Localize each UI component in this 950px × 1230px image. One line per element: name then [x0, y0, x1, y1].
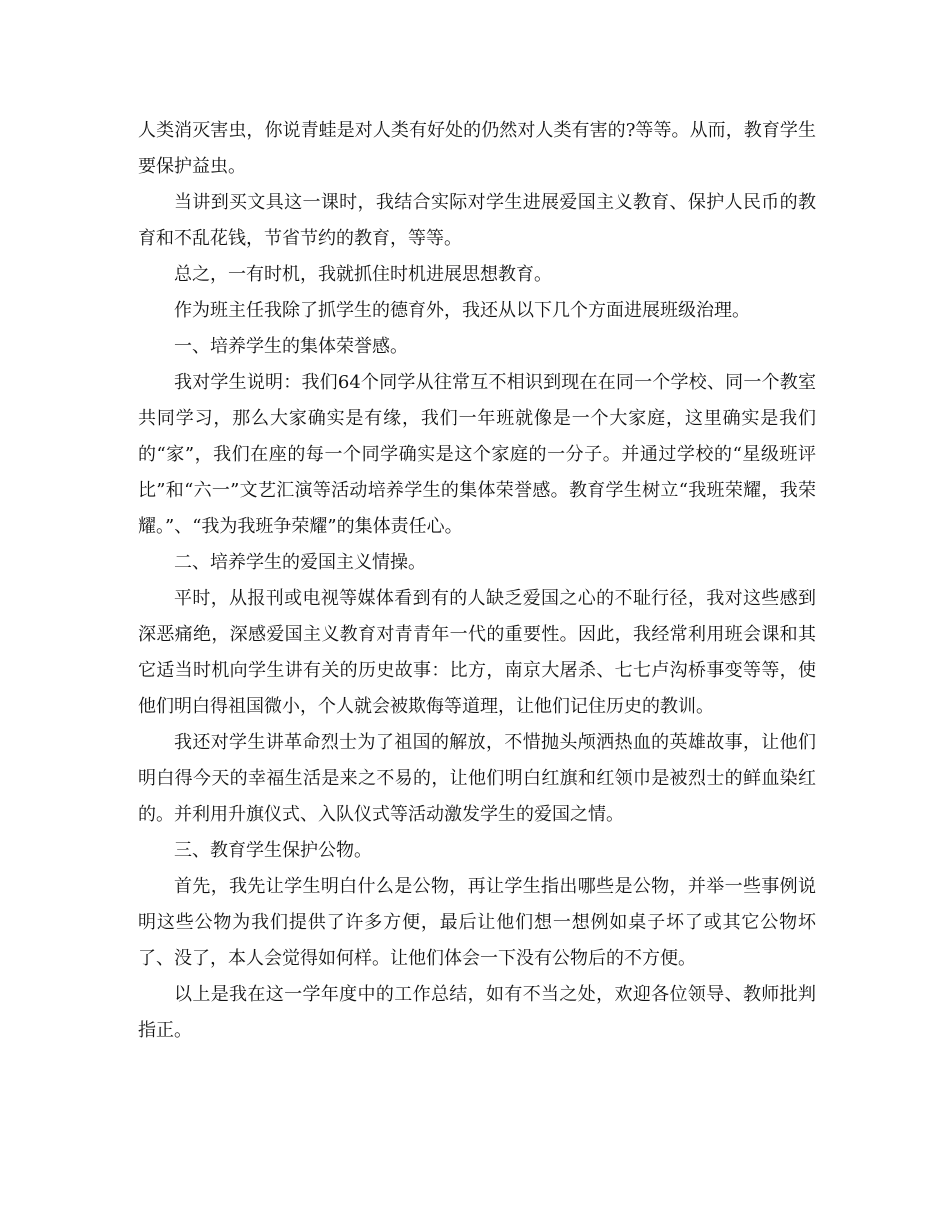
paragraph-public-property: 首先，我先让学生明白什么是公物，再让学生指出哪些是公物，并举一些事例说明这些公物为我们提供了许多方便，最后让他们想一想例如桌子坏了或其它公物坏了、没了，本人会觉得如何样。让他们体会一下没有公物后的不方便。: [138, 876, 816, 969]
paragraph-stationery-lesson: 当讲到买文具这一课时，我结合实际对学生进展爱国主义教育、保护人民币的教育和不乱花钱，节省节约的教育，等等。: [138, 192, 816, 249]
section-heading-patriotism: 二、培养学生的爱国主义情操。: [174, 552, 426, 573]
paragraph-conclusion: 以上是我在这一学年度中的工作总结，如有不当之处，欢迎各位领导、教师批判指正。: [138, 984, 816, 1041]
section-heading-collective-honor: 一、培养学生的集体荣誉感。: [174, 336, 408, 357]
paragraph-patriotism-history: 平时，从报刊或电视等媒体看到有的人缺乏爱国之心的不耻行径，我对这些感到深恶痛绝，深感爱国主义教育对青青年一代的重要性。因此，我经常利用班会课和其它适当时机向学生讲有关的历史故事：比方，南京大屠杀、七七卢沟桥事变等等，使他们明白得祖国微小，个人就会被欺侮等道理，让他们记住历史的教训。: [138, 588, 816, 717]
document-body: [138, 113, 816, 1049]
paragraph-continued: 人类消灭害虫，你说青蛙是对人类有好处的仍然对人类有害的?等等。从而，教育学生要保护益虫。: [138, 120, 816, 177]
paragraph-collective-honor: 我对学生说明：我们64个同学从往常互不相识到现在在同一个学校、同一个教室共同学习，那么大家确实是有缘，我们一年班就像是一个大家庭，这里确实是我们的“家”，我们在座的每一个同学确实是这个家庭的一分子。并通过学校的“星级班评比”和“六一”文艺汇演等活动培养学生的集体荣誉感。教育学生树立“我班荣耀，我荣耀。”、“我为我班争荣耀”的集体责任心。: [138, 372, 816, 537]
paragraph-patriotism-martyrs: 我还对学生讲革命烈士为了祖国的解放，不惜抛头颅洒热血的英雄故事，让他们明白得今天的幸福生活是来之不易的，让他们明白红旗和红领巾是被烈士的鲜血染红的。并利用升旗仪式、入队仪式等活动激发学生的爱国之情。: [138, 732, 816, 825]
paragraph-class-management-intro: 作为班主任我除了抓学生的德育外，我还从以下几个方面进展班级治理。: [174, 300, 750, 321]
paragraph-summary: 总之，一有时机，我就抓住时机进展思想教育。: [174, 264, 552, 285]
section-heading-public-property: 三、教育学生保护公物。: [174, 840, 372, 861]
